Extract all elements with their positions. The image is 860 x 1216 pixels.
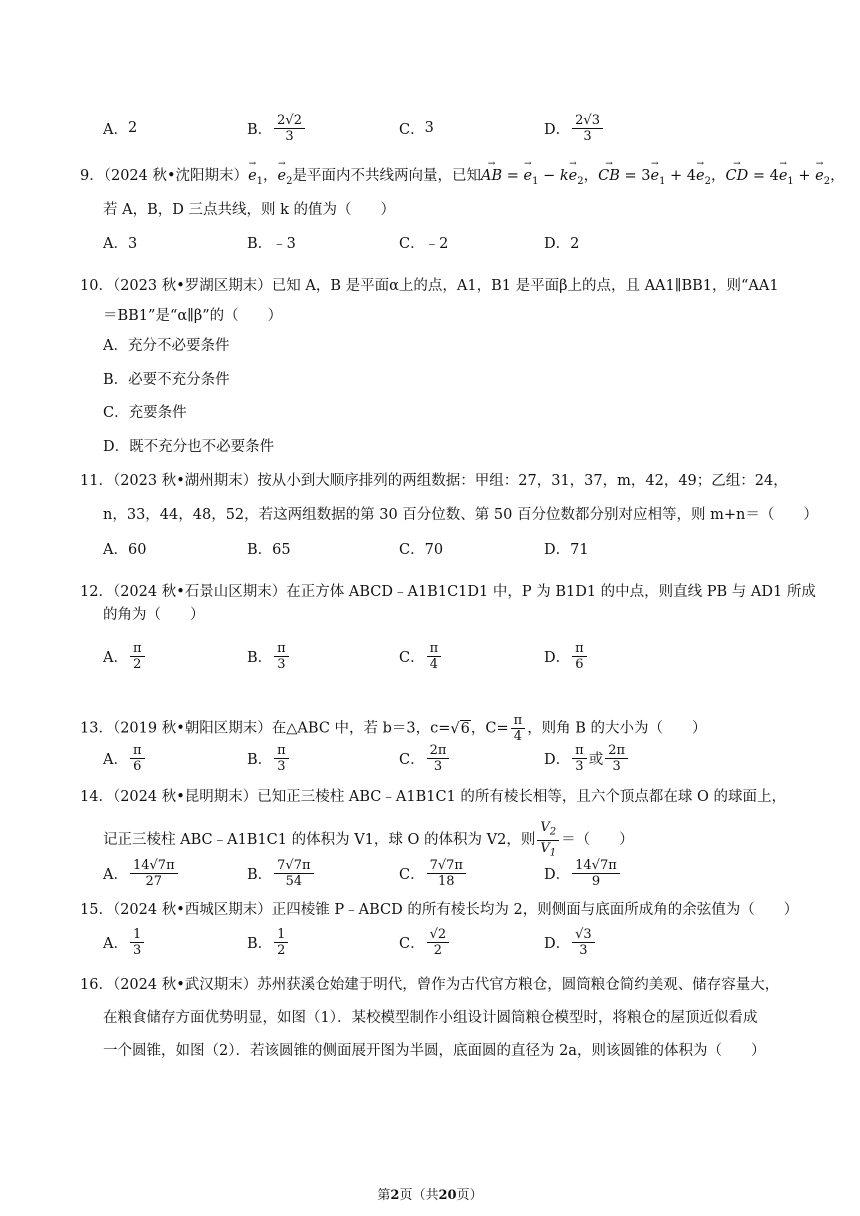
q15-option-a[interactable] xyxy=(103,922,146,962)
q12-option-b[interactable] xyxy=(247,636,291,676)
question-source: （2024 秋•沈阳期末） xyxy=(103,168,249,184)
q13-options xyxy=(103,738,803,778)
numerator: π xyxy=(427,641,442,657)
fraction xyxy=(274,743,289,774)
denominator: 18 xyxy=(438,873,455,889)
q9-option-a[interactable]: A．3 xyxy=(103,235,138,252)
question-number: 16． xyxy=(80,977,113,993)
option-label: B． xyxy=(247,649,273,666)
footer-prefix: 第 xyxy=(377,1188,391,1203)
fraction xyxy=(427,858,466,889)
question-number: 13． xyxy=(80,720,113,737)
q10-option-b[interactable]: B．必要不充分条件 xyxy=(103,372,230,388)
q11-option-d[interactable]: D．71 xyxy=(544,541,589,558)
question-text: 是平面内不共线两向量，已知 xyxy=(292,168,481,184)
q12-options xyxy=(103,636,803,676)
fraction xyxy=(130,743,145,774)
q15-option-b[interactable] xyxy=(247,922,290,962)
question-source: （2024 秋•昆明期末） xyxy=(112,789,258,805)
q9-option-d[interactable]: D．2 xyxy=(544,235,580,252)
q13-option-c[interactable] xyxy=(399,738,451,778)
q15-option-d[interactable] xyxy=(544,922,597,962)
question-text: 苏州获溪仓始建于明代，曾作为古代官方粮仓，圆筒粮仓简约美观、储存容量大， xyxy=(257,977,780,993)
question-number: 9． xyxy=(80,168,104,184)
footer-middle: 页（共 xyxy=(399,1188,439,1203)
numerator: 1 xyxy=(130,927,144,943)
q12-line-1 xyxy=(80,582,816,602)
denominator: 3 xyxy=(612,758,621,774)
question-source: （2023 秋•湖州期末） xyxy=(112,473,258,489)
q15-line-1 xyxy=(80,900,800,920)
denominator: 3 xyxy=(575,758,584,774)
q8-options xyxy=(103,108,803,148)
footer-suffix: 页） xyxy=(456,1188,483,1203)
question-source: （2024 秋•武汉期末） xyxy=(112,977,258,993)
fraction xyxy=(572,743,587,774)
denominator: 3 xyxy=(277,656,286,672)
q14-options xyxy=(103,853,803,893)
option-label: A． xyxy=(103,649,128,666)
q9-line-2: 若 A，B，D 三点共线，则 k 的值为（ ） xyxy=(103,202,395,218)
q14-option-c[interactable] xyxy=(399,853,468,893)
question-text: 在正方体 ABCD﹣A1B1C1D1 中，P 为 B1D1 的中点，则直线 PB 与 AD1 所成 xyxy=(286,584,816,600)
denominator: 2 xyxy=(133,656,142,672)
option-label: C． xyxy=(399,935,425,952)
q14-option-d[interactable] xyxy=(544,853,622,893)
denominator: 9 xyxy=(591,873,601,889)
question-number: 12． xyxy=(80,584,113,600)
q9-option-c[interactable]: C．﹣2 xyxy=(399,235,449,252)
q8-option-d[interactable] xyxy=(544,108,605,148)
option-value: 3 xyxy=(424,120,434,136)
question-number: 10． xyxy=(80,278,113,294)
option-label: B． xyxy=(247,866,273,883)
option-label: A． xyxy=(103,121,128,138)
option-label: C． xyxy=(399,866,425,883)
q10-option-d[interactable]: D．既不充分也不必要条件 xyxy=(103,439,275,455)
question-source: （2023 秋•罗湖区期末） xyxy=(112,278,272,294)
option-value: 2 xyxy=(127,120,138,136)
q14-line-1 xyxy=(80,787,800,807)
numerator: π xyxy=(130,641,145,657)
fraction xyxy=(427,743,450,774)
q13-option-d[interactable] xyxy=(544,738,630,778)
numerator: π xyxy=(274,641,289,657)
option-label: C． xyxy=(399,121,425,138)
numerator: 7√7π xyxy=(427,858,466,874)
numerator: π xyxy=(572,743,587,759)
page-number: 2 xyxy=(390,1188,400,1203)
numerator: π xyxy=(274,743,289,759)
fraction xyxy=(572,641,587,672)
option-label: C． xyxy=(399,751,425,768)
fraction xyxy=(130,858,178,889)
fraction xyxy=(274,858,313,889)
fraction xyxy=(130,927,144,958)
q14-option-a[interactable] xyxy=(103,853,180,893)
q9-option-b[interactable]: B．﹣3 xyxy=(247,235,296,252)
denominator: 27 xyxy=(145,873,163,889)
q11-option-c[interactable]: C．70 xyxy=(399,541,444,558)
option-label: D． xyxy=(544,121,571,138)
option-or: 或 xyxy=(588,751,604,768)
fraction xyxy=(572,858,620,889)
option-label: D． xyxy=(544,866,571,883)
fraction xyxy=(605,743,628,774)
numerator: 2π xyxy=(605,743,628,759)
question-text: ，C= xyxy=(470,720,509,737)
option-label: B． xyxy=(247,935,273,952)
question-source: （2024 秋•石景山区期末） xyxy=(112,584,287,600)
numerator: π xyxy=(572,641,587,657)
question-text: 已知 A，B 是平面α上的点，A1，B1 是平面β上的点，且 AA1∥BB1，则“AA1 xyxy=(271,278,779,294)
denominator: 2 xyxy=(433,942,443,958)
option-label: D． xyxy=(544,751,571,768)
denominator: 3 xyxy=(285,128,294,144)
question-text: 记正三棱柱 ABC﹣A1B1C1 的体积为 V1，球 O 的体积为 V2，则 xyxy=(103,832,536,849)
page-total: 20 xyxy=(438,1188,457,1203)
denominator: 3 xyxy=(583,128,592,144)
q11-option-a[interactable]: A．60 xyxy=(103,541,147,558)
fraction xyxy=(274,113,305,144)
q12-option-a[interactable] xyxy=(103,636,147,676)
numerator: 2√3 xyxy=(572,113,603,129)
fraction xyxy=(427,641,442,672)
question-text: 已知正三棱柱 ABC﹣A1B1C1 的所有棱长相等，且六个顶点都在球 O 的球面上， xyxy=(257,789,786,805)
numerator: 1 xyxy=(274,927,288,943)
q9-line-1: 9．（2024 秋•沈阳期末）→ $e_1$，→ $e_2$是平面内不共线两向量，已知→ AB = → $e_1 - k\to e_2$，→ CB = $3\to e_1 + 4\to e_2$，→ CD = $4\to e_1$ + → $e_2$， xyxy=(80,166,800,192)
q16-line-3: 一个圆锥，如图（2）．若该圆锥的侧面展开图为半圆，底面圆的直径为 2a，则该圆锥的体积为（ ） xyxy=(103,1043,766,1059)
numerator: √2 xyxy=(427,927,450,943)
question-number: 14． xyxy=(80,789,113,805)
option-label: D． xyxy=(544,935,571,952)
question-text: 按从小到大顺序排列的两组数据：甲组：27，31，37，m，42，49；乙组：24， xyxy=(257,473,788,489)
q10-option-c[interactable]: C．充要条件 xyxy=(103,405,187,421)
fraction xyxy=(572,113,603,144)
q8-option-b[interactable] xyxy=(247,108,307,148)
q15-option-c[interactable] xyxy=(399,922,451,962)
fraction-v2-v1: $\frac{V_2}{V_1}$ xyxy=(537,820,559,860)
denominator: 3 xyxy=(277,758,286,774)
q11-line-2: n，33，44，48，52，若这两组数据的第 30 百分位数、第 50 百分位数都分别对应相等，则 m+n＝（ ） xyxy=(103,507,818,523)
option-label: A． xyxy=(103,866,128,883)
fraction xyxy=(274,927,288,958)
q12-line-2: 的角为（ ） xyxy=(103,607,205,623)
q11-option-b[interactable]: B．65 xyxy=(247,541,291,558)
q9-options xyxy=(103,222,803,262)
option-label: A． xyxy=(103,751,128,768)
q11-options xyxy=(103,528,803,568)
question-text: ＝（ ） xyxy=(561,832,634,849)
question-number: 15． xyxy=(80,902,113,918)
q8-option-c[interactable] xyxy=(399,108,434,148)
option-label: D． xyxy=(544,649,571,666)
q16-line-2: 在粮食储存方面优势明显，如图（1）．某校模型制作小组设计圆筒粮仓模型时，将粮仓的屋顶近似看成 xyxy=(103,1010,758,1026)
q10-line-1 xyxy=(80,276,800,296)
q11-line-1 xyxy=(80,471,800,491)
numerator: 7√7π xyxy=(274,858,313,874)
question-number: 11． xyxy=(80,473,113,489)
numerator: 14√7π xyxy=(130,858,178,874)
numerator: √3 xyxy=(572,927,595,943)
q15-options xyxy=(103,922,803,962)
fraction xyxy=(572,927,595,958)
question-text: 正四棱锥 P﹣ABCD 的所有棱长均为 2，则侧面与底面所成角的余弦值为（ ） xyxy=(271,902,799,918)
option-label: C． xyxy=(399,649,425,666)
q10-line-2: ＝BB1”是“α∥β”的（ ） xyxy=(103,308,283,324)
denominator: 4 xyxy=(429,656,439,672)
q16-line-1 xyxy=(80,975,800,995)
numerator: 2π xyxy=(427,743,450,759)
q8-option-a[interactable] xyxy=(103,108,137,148)
denominator: 54 xyxy=(285,873,303,889)
q14-option-b[interactable] xyxy=(247,853,316,893)
sqrt-6: √6 xyxy=(450,720,470,737)
question-text: 在△ABC 中，若 b＝3，c= xyxy=(271,720,451,737)
q12-option-c[interactable] xyxy=(399,636,443,676)
page-footer xyxy=(0,1184,860,1203)
option-label: A． xyxy=(103,935,128,952)
option-label: B． xyxy=(247,751,273,768)
question-text: ，则角 B 的大小为（ ） xyxy=(527,720,707,737)
denominator: 3 xyxy=(579,942,588,958)
q12-option-d[interactable] xyxy=(544,636,589,676)
denominator: 3 xyxy=(433,758,443,774)
fraction xyxy=(130,641,145,672)
q10-option-a[interactable]: A．充分不必要条件 xyxy=(103,338,230,354)
denominator: 2 xyxy=(277,942,286,958)
option-label: B． xyxy=(247,121,273,138)
question-source: （2024 秋•西城区期末） xyxy=(112,902,272,918)
question-source: （2019 秋•朝阳区期末） xyxy=(112,720,272,737)
fraction xyxy=(274,641,289,672)
q13-option-a[interactable] xyxy=(103,738,147,778)
denominator: 6 xyxy=(575,656,584,672)
numerator: π xyxy=(130,743,145,759)
fraction xyxy=(427,927,450,958)
fraction-pi-4: $\frac{\pi}{4}$ xyxy=(511,713,526,744)
denominator: 6 xyxy=(133,758,142,774)
numerator: 14√7π xyxy=(572,858,620,874)
denominator: 3 xyxy=(132,942,142,958)
numerator: 2√2 xyxy=(274,113,305,129)
q13-option-b[interactable] xyxy=(247,738,291,778)
